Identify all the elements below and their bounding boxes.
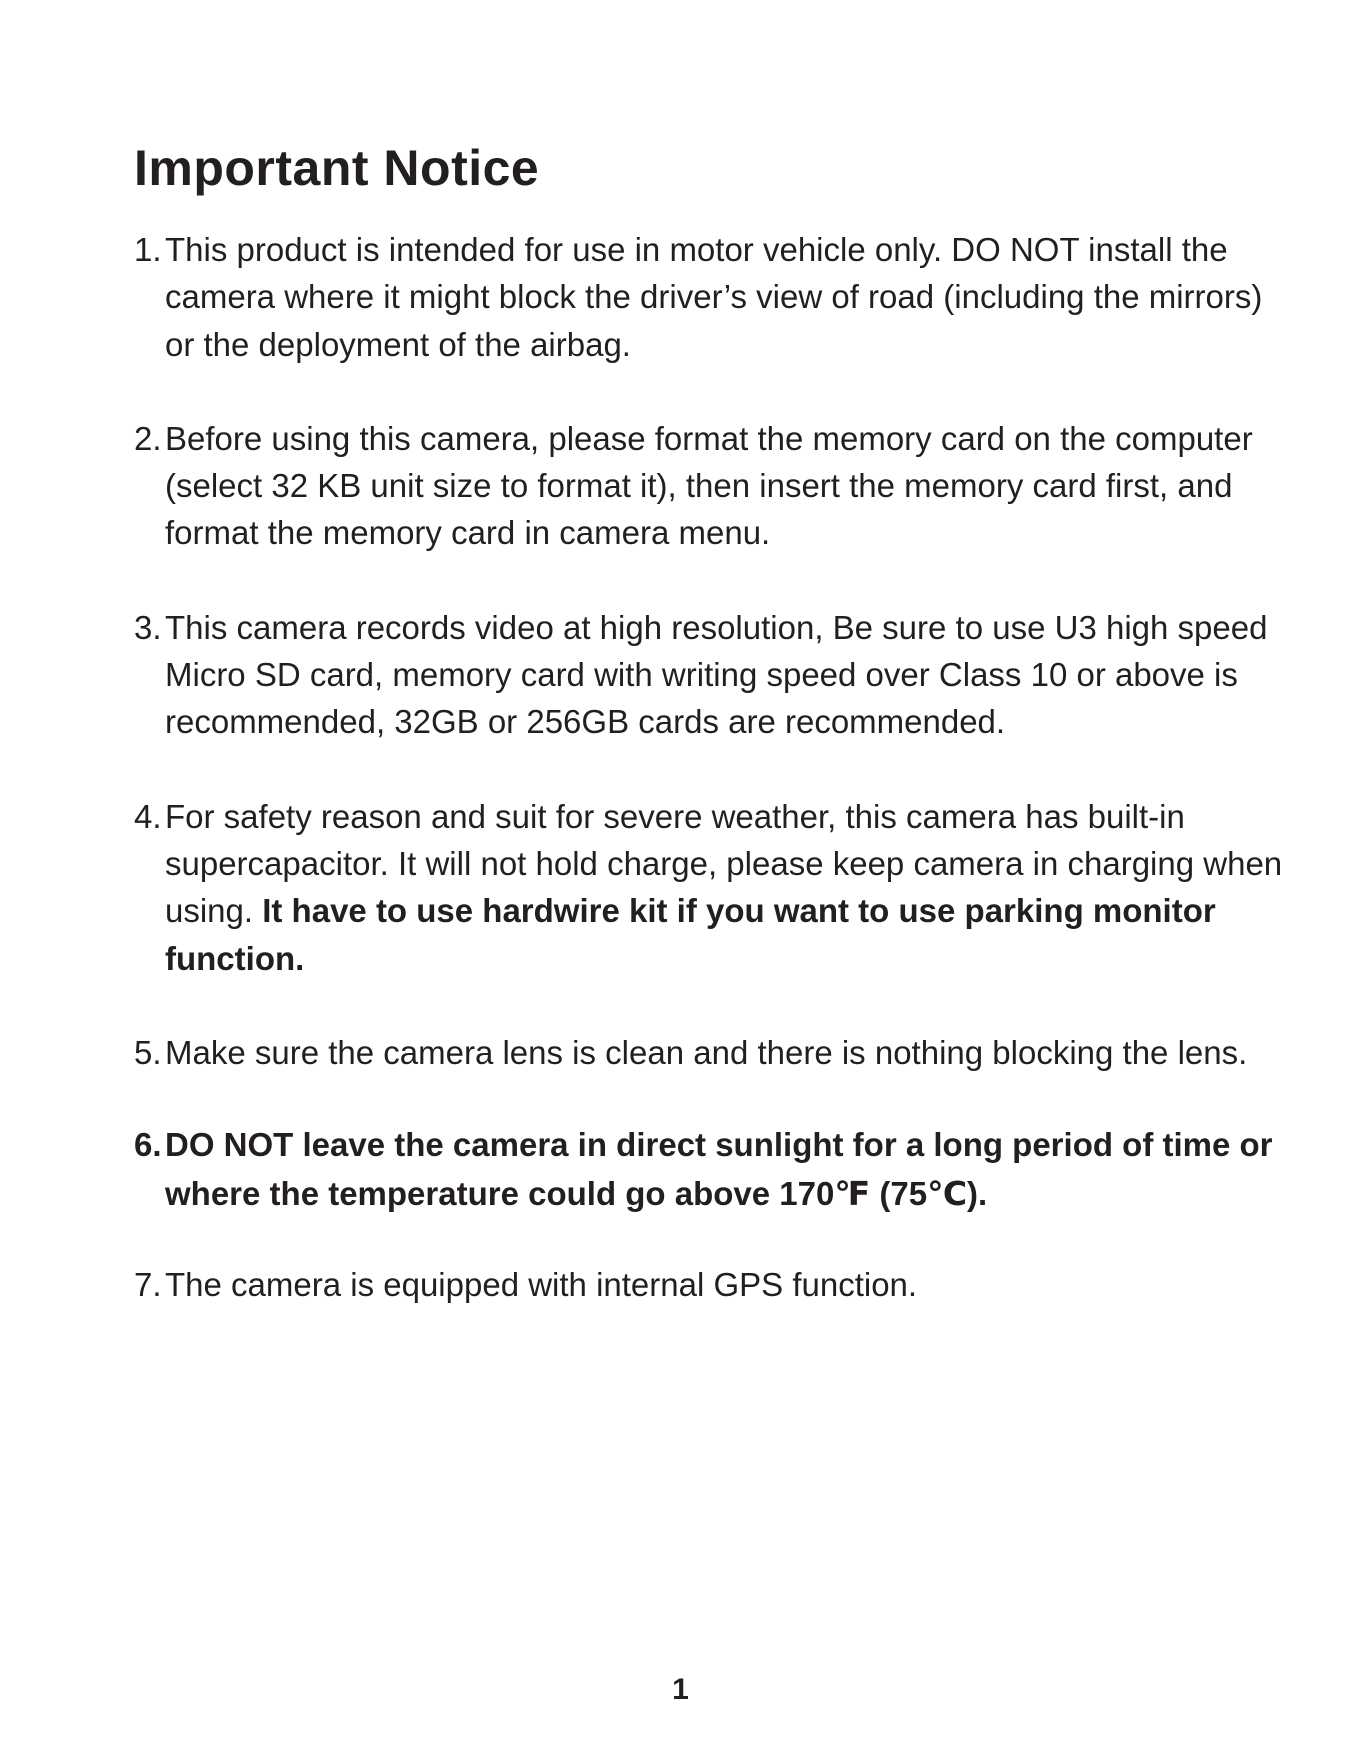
notice-text: This camera records video at high resolution, Be sure to use U3 high speed Micro SD card, memory card with writing speed over Class 10 or above is recommended, 32GB or 256GB cards are recommended. bbox=[165, 608, 1268, 741]
notice-item-3 bbox=[134, 604, 1284, 746]
notice-item-6 bbox=[134, 1120, 1284, 1218]
notice-text: Make sure the camera lens is clean and there is nothing blocking the lens. bbox=[165, 1033, 1248, 1071]
notice-number: 3. bbox=[134, 608, 162, 646]
page-number: 1 bbox=[672, 1673, 689, 1706]
notice-text: The camera is equipped with internal GPS function. bbox=[165, 1266, 918, 1304]
notice-text: DO NOT leave the camera in direct sunlight for a long period of time or where the temperature could go above 170℉ (75℃). bbox=[165, 1126, 1273, 1213]
page-title: Important Notice bbox=[134, 140, 540, 196]
notice-text: This product is intended for use in motor vehicle only. DO NOT install the camera where it might block the driver’s view of road (including the mirrors) or the deployment of the airbag. bbox=[165, 231, 1263, 363]
notice-number: 5. bbox=[134, 1033, 162, 1071]
notice-list bbox=[134, 226, 1284, 1308]
notice-text: For safety reason and suit for severe weather, this camera has built-in supercapacitor. It will not hold charge, please keep camera in charging when using. bbox=[165, 797, 1283, 930]
notice-number: 1. bbox=[134, 231, 162, 268]
notice-item-5 bbox=[134, 1029, 1284, 1076]
notice-item-7 bbox=[134, 1261, 1284, 1308]
notice-item-2 bbox=[134, 415, 1284, 557]
notice-item-1 bbox=[134, 226, 1284, 368]
notice-number: 2. bbox=[134, 419, 162, 457]
notice-item-4 bbox=[134, 793, 1284, 982]
notice-number: 4. bbox=[134, 797, 162, 835]
notice-text-wrapper bbox=[165, 793, 1284, 982]
notice-emphasis: It have to use hardwire kit if you want to use parking monitor function. bbox=[165, 892, 1216, 977]
notice-number: 7. bbox=[134, 1266, 162, 1304]
notice-number: 6. bbox=[134, 1126, 162, 1164]
notice-text: Before using this camera, please format the memory card on the computer (select 32 KB unit size to format it), then insert the memory card first, and format the memory card in camera menu. bbox=[165, 419, 1253, 552]
